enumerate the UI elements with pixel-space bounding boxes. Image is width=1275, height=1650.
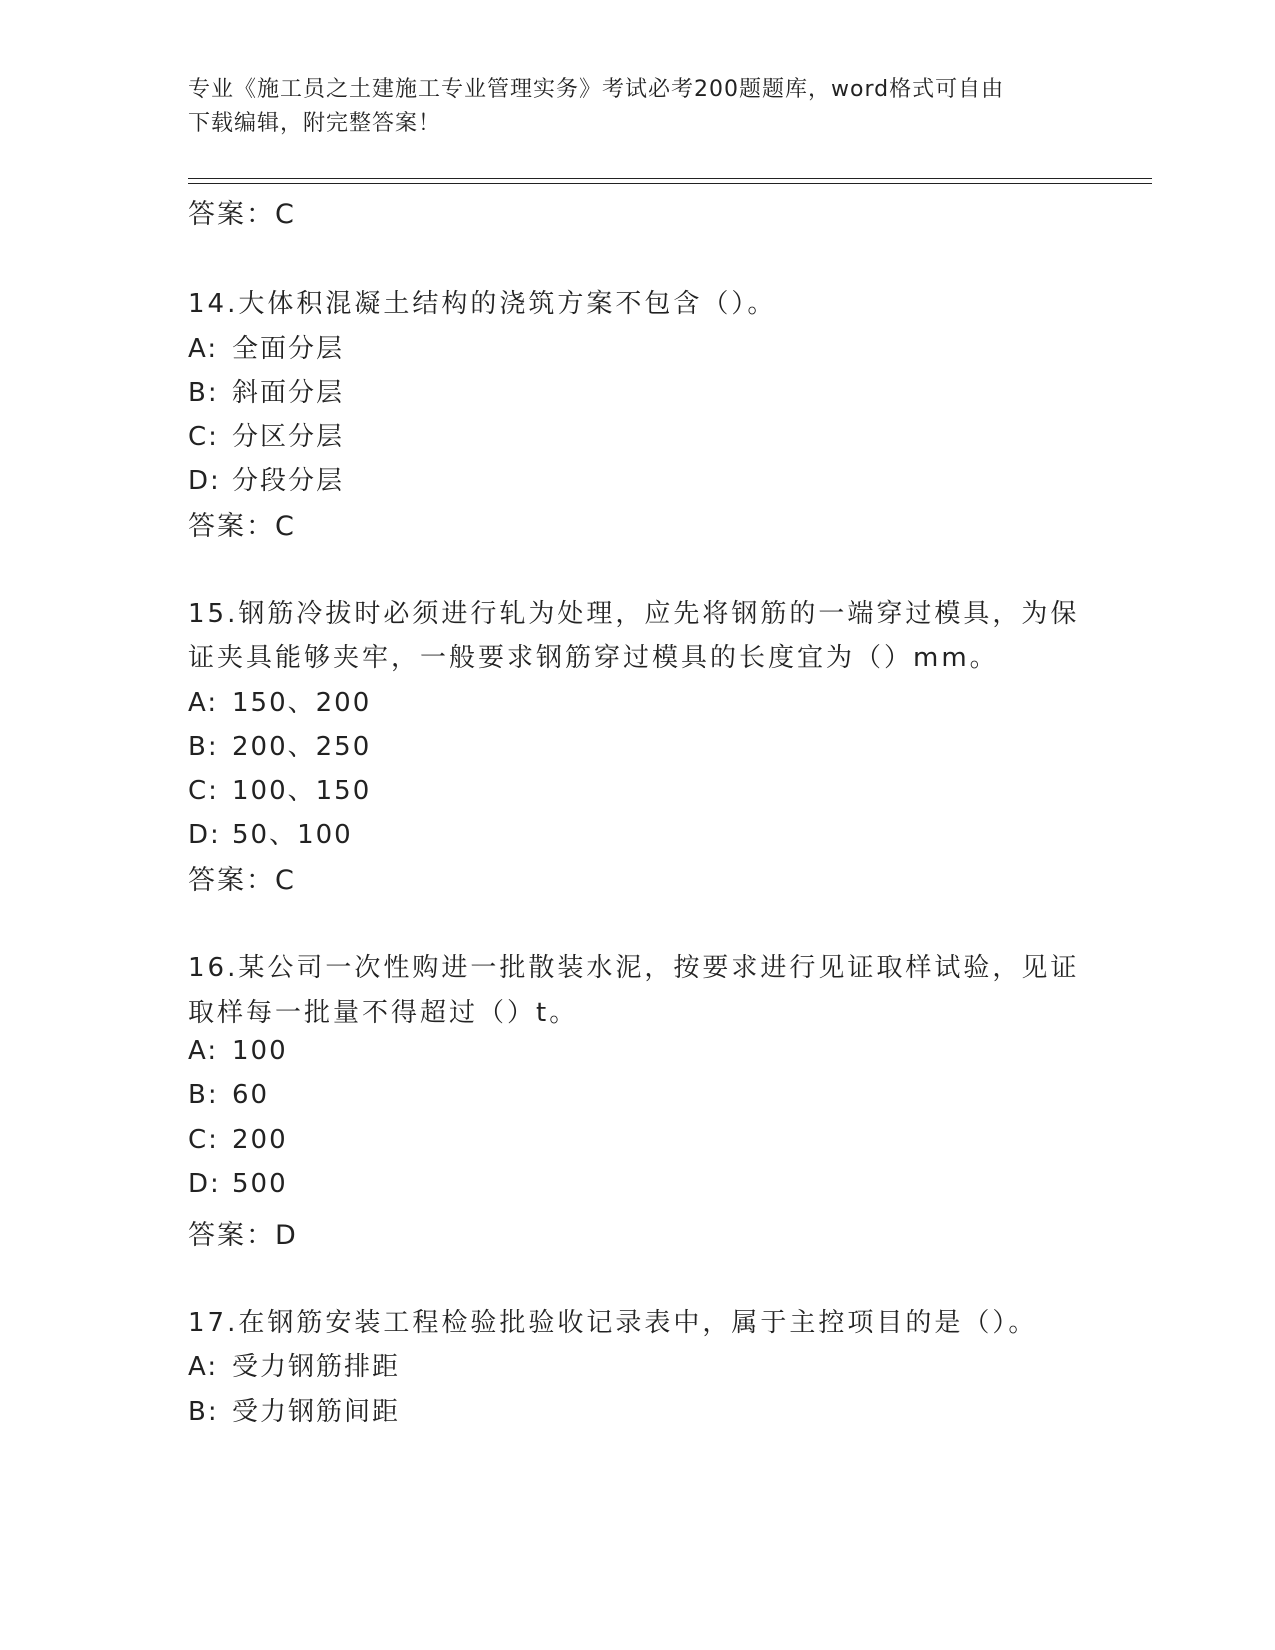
- option-key: D:: [188, 466, 221, 496]
- question-14-option-c: [188, 416, 344, 453]
- question-15-text-line-1: 15.钢筋冷拔时必须进行轧为处理，应先将钢筋的一端穿过模具，为保: [188, 599, 1080, 629]
- header-line-1: 专业《施工员之土建施工专业管理实务》考试必考200题题库，word格式可自由: [188, 77, 1005, 102]
- header-line-2: 下载编辑，附完整答案！: [188, 111, 442, 136]
- question-16-option-c: [188, 1125, 288, 1155]
- option-text: 100、150: [232, 776, 372, 806]
- option-text: 受力钢筋排距: [232, 1352, 401, 1382]
- option-key: B:: [188, 732, 219, 762]
- option-text: 200: [232, 1125, 288, 1155]
- question-14-text: 14.大体积混凝土结构的浇筑方案不包含（）。: [188, 289, 777, 319]
- question-15-option-b: [188, 726, 371, 763]
- option-text: 50、100: [232, 820, 353, 850]
- question-15-option-c: [188, 770, 371, 807]
- document-header: [188, 73, 1088, 141]
- option-text: 60: [232, 1080, 270, 1110]
- question-16-option-b: [188, 1080, 269, 1110]
- option-key: D:: [188, 820, 221, 850]
- header-divider-top: [188, 178, 1152, 179]
- previous-answer: 答案：C: [188, 199, 296, 230]
- question-16-option-a: [188, 1036, 288, 1066]
- question-16-answer: 答案：D: [188, 1220, 298, 1251]
- question-17-text: 17.在钢筋安装工程检验批验收记录表中，属于主控项目的是（）。: [188, 1308, 1038, 1338]
- option-key: A:: [188, 1352, 219, 1382]
- question-17-option-a: [188, 1346, 400, 1383]
- question-14-option-a: [188, 328, 344, 365]
- option-key: B:: [188, 1080, 219, 1110]
- option-key: B:: [188, 378, 219, 408]
- question-15-option-a: [188, 682, 371, 719]
- question-14-answer: 答案：C: [188, 511, 296, 542]
- question-14-option-b: [188, 372, 344, 409]
- option-text: 全面分层: [232, 334, 345, 364]
- option-key: A:: [188, 334, 219, 364]
- option-text: 分区分层: [232, 422, 345, 452]
- option-text: 100: [232, 1036, 288, 1066]
- question-14-option-d: [188, 460, 344, 497]
- question-17-option-b: [188, 1391, 400, 1428]
- option-text: 斜面分层: [232, 378, 345, 408]
- option-key: D:: [188, 1169, 221, 1199]
- option-text: 150、200: [232, 688, 372, 718]
- question-16-text-line-1: 16.某公司一次性购进一批散装水泥，按要求进行见证取样试验，见证: [188, 953, 1080, 983]
- option-key: A:: [188, 688, 219, 718]
- option-key: C:: [188, 1125, 219, 1155]
- option-key: C:: [188, 776, 219, 806]
- question-15-answer: 答案：C: [188, 865, 296, 896]
- question-16-text-line-2: 取样每一批量不得超过（）t。: [188, 998, 579, 1028]
- option-text: 200、250: [232, 732, 372, 762]
- question-15-text-line-2: 证夹具能够夹牢，一般要求钢筋穿过模具的长度宜为（）mm。: [188, 643, 999, 673]
- option-text: 分段分层: [232, 466, 345, 496]
- option-key: C:: [188, 422, 219, 452]
- option-key: A:: [188, 1036, 219, 1066]
- question-16-option-d: [188, 1169, 288, 1199]
- option-text: 500: [232, 1169, 288, 1199]
- question-15-option-d: [188, 814, 353, 851]
- header-divider-bottom: [188, 183, 1152, 184]
- option-text: 受力钢筋间距: [232, 1397, 401, 1427]
- option-key: B:: [188, 1397, 219, 1427]
